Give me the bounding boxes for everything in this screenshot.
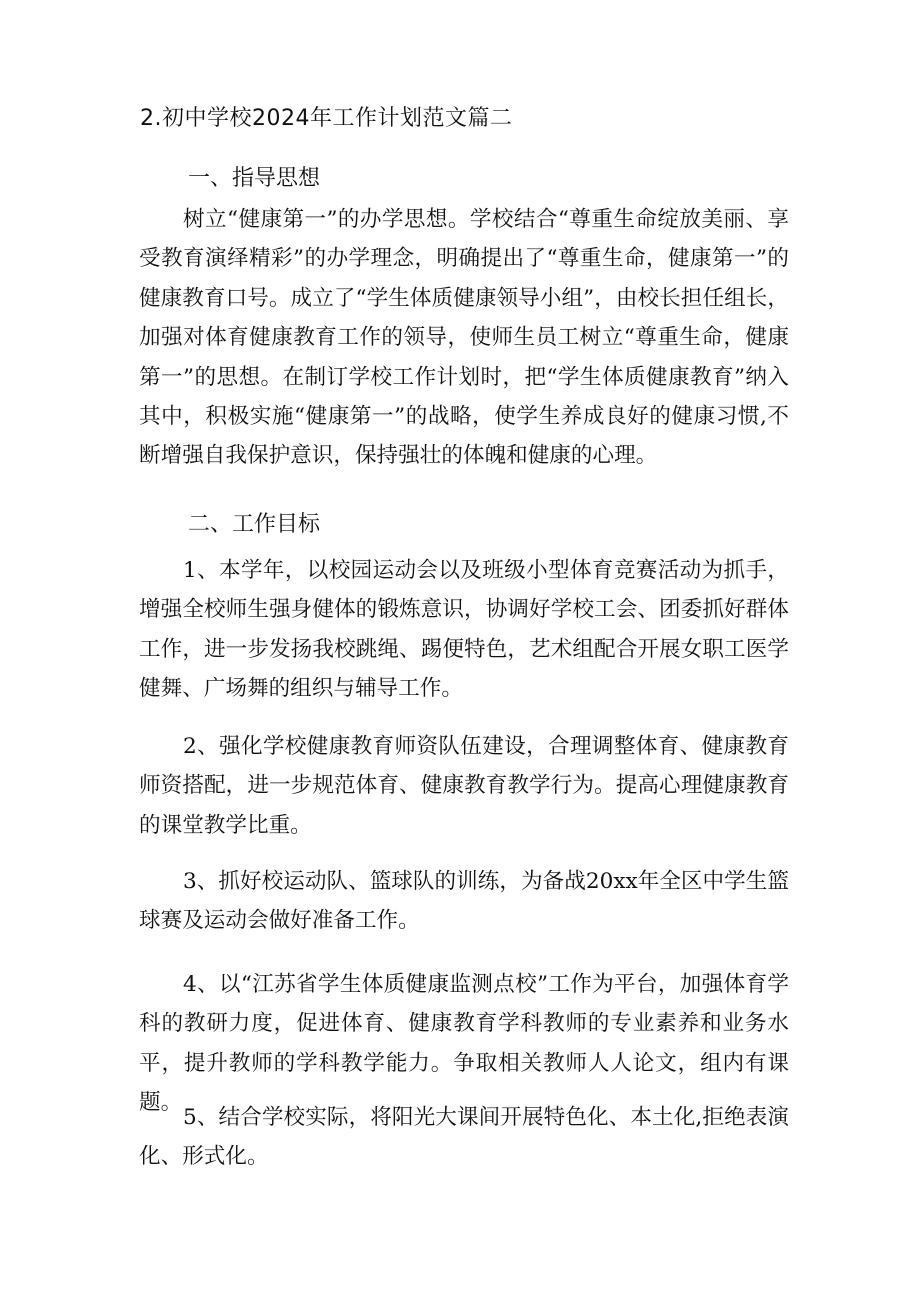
document-title: 2.初中学校2024年工作计划范文篇二 [140,106,513,131]
goal-item-4: 4、以“江苏省学生体质健康监测点校”工作为平台，加强体育学科的教研力度，促进体育、健康教育学科教师的专业素养和业务水平，提升教师的学科教学能力。争取相关教师人人论文，组内有课题。 [139,972,789,1116]
section-heading-guiding-ideology: 一、指导思想 [188,166,321,191]
goal-item-3: 3、抓好校运动队、篮球队的训练，为备战20xx年全区中学生篮球赛及运动会做好准备工作。 [139,869,789,934]
goal-item-5: 5、结合学校实际，将阳光大课间开展特色化、本土化,拒绝表演化、形式化。 [139,1105,789,1170]
paragraph-guiding-ideology: 树立“健康第一”的办学思想。学校结合“尊重生命绽放美丽、享受教育演绎精彩”的办学理念，明确提出了“尊重生命，健康第一”的健康教育口号。成立了“学生体质健康领导小组”，由校长担任组长，加强对体育健康教育工作的领导，使师生员工树立“尊重生命，健康第一”的思想。在制订学校工作计划时，把“学生体质健康教育”纳入其中，积极实施“健康第一”的战略，使学生养成良好的健康习惯,不断增强自我保护意识，保持强壮的体魄和健康的心理。 [139,207,789,469]
goal-item-2: 2、强化学校健康教育师资队伍建设，合理调整体育、健康教育师资搭配，进一步规范体育、健康教育教学行为。提高心理健康教育的课堂教学比重。 [139,734,789,838]
section-heading-work-goals: 二、工作目标 [188,512,321,537]
goal-item-1: 1、本学年，以校园运动会以及班级小型体育竞赛活动为抓手，增强全校师生强身健体的锻炼意识，协调好学校工会、团委抓好群体工作，进一步发扬我校跳绳、踢便特色，艺术组配合开展女职工医学健舞、广场舞的组织与辅导工作。 [139,558,789,702]
